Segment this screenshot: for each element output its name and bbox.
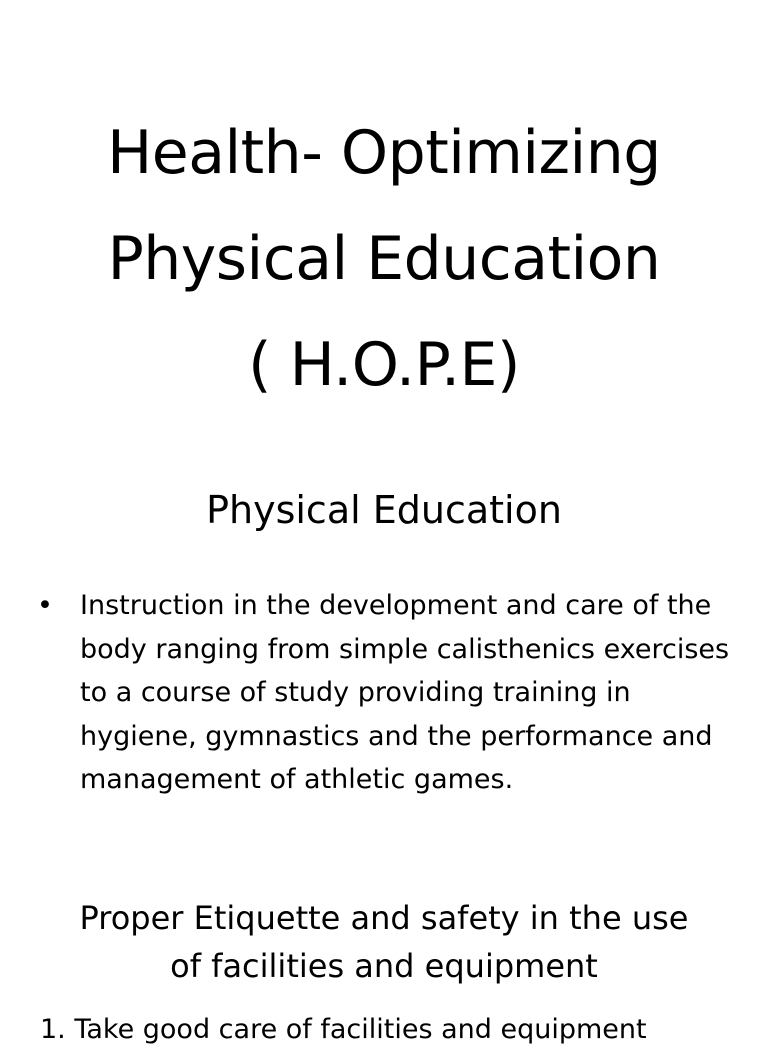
definition-item: [30, 584, 730, 802]
bullet-icon: •: [37, 590, 53, 621]
definition-list: [30, 584, 730, 802]
etiquette-heading-line-2: of facilities and equipment: [170, 947, 598, 985]
slide-title: [0, 100, 768, 418]
title-line-3: ( H.O.P.E): [248, 330, 520, 400]
title-line-1: Health- Optimizing: [107, 118, 661, 188]
etiquette-heading: [0, 894, 768, 990]
definition-text: Instruction in the development and care of the body ranging from simple calisthenics exercises to a course of study providing training in hygiene, gymnastics and the performance and management of athletic games.: [80, 590, 730, 795]
etiquette-first-item: 1. Take good care of facilities and equipment: [40, 1014, 647, 1045]
physical-education-heading: Physical Education: [206, 488, 562, 532]
title-line-2: Physical Education: [107, 224, 661, 294]
etiquette-heading-line-1: Proper Etiquette and safety in the use: [79, 899, 689, 937]
